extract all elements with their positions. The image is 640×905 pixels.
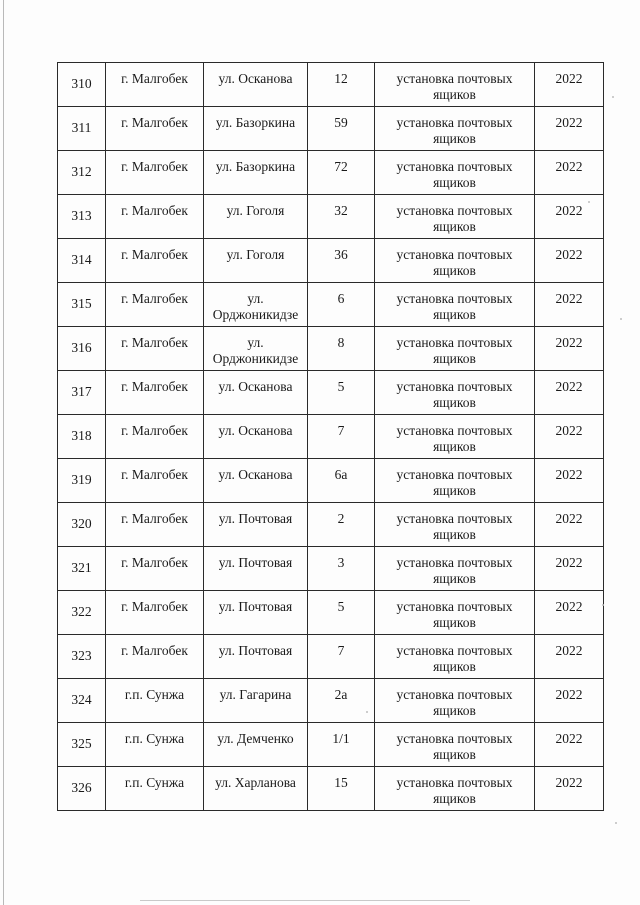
street-cell — [204, 239, 308, 283]
table-row — [58, 723, 604, 767]
city-cell-text: г. Малгобек — [121, 423, 188, 438]
house-number-cell — [308, 723, 375, 767]
house-number-cell — [308, 415, 375, 459]
street-cell-text: ул. Орджоникидзе — [212, 291, 299, 322]
work-type-cell — [375, 415, 535, 459]
street-cell-text: ул. Осканова — [218, 71, 293, 86]
house-number-cell-text: 7 — [337, 643, 345, 658]
table-row — [58, 239, 604, 283]
city-cell-text: г. Малгобек — [121, 71, 188, 86]
street-cell-text: ул. Осканова — [218, 423, 293, 438]
work-type-cell-text: установка почтовых ящиков — [396, 423, 513, 454]
street-cell-text: ул. Орджоникидзе — [212, 335, 299, 366]
year-cell — [535, 459, 604, 503]
city-cell-text: г. Малгобек — [121, 643, 188, 658]
city-cell-text: г. Малгобек — [121, 379, 188, 394]
street-cell — [204, 723, 308, 767]
house-number-cell — [308, 63, 375, 107]
table-row — [58, 547, 604, 591]
table-row — [58, 591, 604, 635]
scan-speck — [602, 604, 604, 606]
house-number-cell-text: 5 — [337, 599, 345, 614]
work-type-cell-text: установка почтовых ящиков — [396, 379, 513, 410]
house-number-cell — [308, 503, 375, 547]
city-cell — [106, 767, 204, 811]
row-number-text: 324 — [71, 692, 92, 707]
city-cell — [106, 679, 204, 723]
street-cell — [204, 283, 308, 327]
house-number-cell-text: 12 — [334, 71, 348, 86]
year-cell-text: 2022 — [555, 599, 583, 614]
work-type-cell — [375, 151, 535, 195]
year-cell — [535, 283, 604, 327]
street-cell — [204, 371, 308, 415]
house-number-cell-text: 7 — [337, 423, 345, 438]
year-cell — [535, 635, 604, 679]
work-type-cell-text: установка почтовых ящиков — [396, 555, 513, 586]
city-cell — [106, 63, 204, 107]
year-cell-text: 2022 — [555, 71, 583, 86]
city-cell-text: г. Малгобек — [121, 291, 188, 306]
city-cell-text: г.п. Сунжа — [124, 731, 185, 746]
street-cell-text: ул. Гоголя — [226, 247, 285, 262]
street-cell-text: ул. Базоркина — [215, 115, 296, 130]
city-cell — [106, 547, 204, 591]
city-cell — [106, 327, 204, 371]
year-cell-text: 2022 — [555, 643, 583, 658]
house-number-cell — [308, 371, 375, 415]
work-type-cell-text: установка почтовых ящиков — [396, 247, 513, 278]
row-number — [58, 679, 106, 723]
city-cell-text: г.п. Сунжа — [124, 775, 185, 790]
work-type-cell — [375, 239, 535, 283]
row-number — [58, 723, 106, 767]
city-cell-text: г. Малгобек — [121, 511, 188, 526]
house-number-cell-text: 5 — [337, 379, 345, 394]
row-number-text: 320 — [71, 516, 92, 531]
city-cell — [106, 635, 204, 679]
year-cell-text: 2022 — [555, 247, 583, 262]
house-number-cell — [308, 195, 375, 239]
street-cell — [204, 415, 308, 459]
city-cell-text: г. Малгобек — [121, 247, 188, 262]
work-type-cell-text: установка почтовых ящиков — [396, 599, 513, 630]
year-cell-text: 2022 — [555, 775, 583, 790]
street-cell — [204, 679, 308, 723]
city-cell — [106, 195, 204, 239]
street-cell — [204, 107, 308, 151]
city-cell — [106, 371, 204, 415]
work-type-cell — [375, 327, 535, 371]
city-cell-text: г. Малгобек — [121, 335, 188, 350]
house-number-cell-text: 59 — [334, 115, 348, 130]
year-cell — [535, 679, 604, 723]
house-number-cell — [308, 547, 375, 591]
row-number-text: 318 — [71, 428, 92, 443]
street-cell-text: ул. Почтовая — [218, 511, 293, 526]
city-cell — [106, 415, 204, 459]
house-number-cell-text: 36 — [334, 247, 348, 262]
row-number-text: 311 — [71, 120, 92, 135]
row-number — [58, 151, 106, 195]
year-cell — [535, 239, 604, 283]
row-number — [58, 415, 106, 459]
row-number — [58, 591, 106, 635]
work-type-cell-text: установка почтовых ящиков — [396, 643, 513, 674]
work-type-cell — [375, 283, 535, 327]
row-number-text: 313 — [71, 208, 92, 223]
house-number-cell-text: 2 — [337, 511, 345, 526]
year-cell-text: 2022 — [555, 203, 583, 218]
city-cell-text: г. Малгобек — [121, 467, 188, 482]
house-number-cell — [308, 591, 375, 635]
house-number-cell — [308, 767, 375, 811]
table-row — [58, 283, 604, 327]
work-type-cell-text: установка почтовых ящиков — [396, 467, 513, 498]
table-row — [58, 327, 604, 371]
work-type-cell — [375, 547, 535, 591]
street-cell — [204, 503, 308, 547]
street-cell-text: ул. Осканова — [218, 467, 293, 482]
row-number — [58, 547, 106, 591]
table-row — [58, 107, 604, 151]
street-cell-text: ул. Гоголя — [226, 203, 285, 218]
house-number-cell-text: 3 — [337, 555, 345, 570]
scan-speck — [612, 96, 614, 98]
scan-artifact-line — [140, 900, 470, 901]
house-number-cell-text: 32 — [334, 203, 348, 218]
row-number — [58, 107, 106, 151]
year-cell-text: 2022 — [555, 511, 583, 526]
work-type-cell-text: установка почтовых ящиков — [396, 115, 513, 146]
scan-speck — [588, 201, 590, 203]
work-type-cell — [375, 635, 535, 679]
year-cell-text: 2022 — [555, 467, 583, 482]
street-cell-text: ул. Базоркина — [215, 159, 296, 174]
row-number — [58, 239, 106, 283]
city-cell-text: г. Малгобек — [121, 555, 188, 570]
work-type-cell-text: установка почтовых ящиков — [396, 335, 513, 366]
row-number — [58, 195, 106, 239]
house-number-cell-text: 6 — [337, 291, 345, 306]
table-row — [58, 415, 604, 459]
street-cell-text: ул. Гагарина — [219, 687, 292, 702]
year-cell — [535, 547, 604, 591]
work-type-cell — [375, 371, 535, 415]
house-number-cell-text: 2а — [334, 687, 348, 702]
row-number-text: 310 — [71, 76, 92, 91]
house-number-cell-text: 8 — [337, 335, 345, 350]
work-type-cell — [375, 767, 535, 811]
street-cell — [204, 151, 308, 195]
house-number-cell-text: 6а — [334, 467, 348, 482]
year-cell — [535, 723, 604, 767]
house-number-cell — [308, 107, 375, 151]
year-cell-text: 2022 — [555, 379, 583, 394]
city-cell — [106, 107, 204, 151]
street-cell — [204, 767, 308, 811]
work-type-cell-text: установка почтовых ящиков — [396, 775, 513, 806]
scan-speck — [366, 711, 368, 713]
row-number — [58, 459, 106, 503]
table-row — [58, 371, 604, 415]
work-type-cell — [375, 195, 535, 239]
city-cell-text: г. Малгобек — [121, 159, 188, 174]
street-cell-text: ул. Почтовая — [218, 555, 293, 570]
city-cell-text: г. Малгобек — [121, 203, 188, 218]
table-row — [58, 767, 604, 811]
row-number-text: 312 — [71, 164, 92, 179]
year-cell — [535, 503, 604, 547]
row-number-text: 315 — [71, 296, 92, 311]
work-type-cell — [375, 591, 535, 635]
street-cell-text: ул. Почтовая — [218, 599, 293, 614]
work-type-cell — [375, 679, 535, 723]
city-cell — [106, 459, 204, 503]
year-cell — [535, 107, 604, 151]
row-number-text: 319 — [71, 472, 92, 487]
row-number-text: 317 — [71, 384, 92, 399]
row-number-text: 323 — [71, 648, 92, 663]
house-number-cell — [308, 635, 375, 679]
row-number-text: 316 — [71, 340, 92, 355]
work-type-cell-text: установка почтовых ящиков — [396, 687, 513, 718]
street-cell-text: ул. Осканова — [218, 379, 293, 394]
row-number — [58, 371, 106, 415]
year-cell-text: 2022 — [555, 687, 583, 702]
house-number-cell — [308, 239, 375, 283]
row-number-text: 326 — [71, 780, 92, 795]
city-cell — [106, 503, 204, 547]
year-cell — [535, 591, 604, 635]
city-cell — [106, 239, 204, 283]
house-number-cell-text: 15 — [334, 775, 348, 790]
city-cell-text: г. Малгобек — [121, 599, 188, 614]
year-cell-text: 2022 — [555, 555, 583, 570]
work-type-cell-text: установка почтовых ящиков — [396, 731, 513, 762]
work-type-cell — [375, 63, 535, 107]
table-row — [58, 151, 604, 195]
house-number-cell — [308, 327, 375, 371]
year-cell — [535, 327, 604, 371]
row-number-text: 321 — [71, 560, 92, 575]
table-row — [58, 635, 604, 679]
house-number-cell-text: 72 — [334, 159, 348, 174]
year-cell-text: 2022 — [555, 291, 583, 306]
scan-speck — [615, 822, 617, 824]
year-cell — [535, 195, 604, 239]
house-number-cell-text: 1/1 — [332, 731, 350, 746]
year-cell-text: 2022 — [555, 335, 583, 350]
year-cell-text: 2022 — [555, 423, 583, 438]
row-number-text: 325 — [71, 736, 92, 751]
street-cell — [204, 635, 308, 679]
work-type-cell-text: установка почтовых ящиков — [396, 291, 513, 322]
street-cell — [204, 327, 308, 371]
city-cell — [106, 151, 204, 195]
house-number-cell — [308, 679, 375, 723]
street-cell-text: ул. Харланова — [215, 775, 296, 790]
row-number — [58, 635, 106, 679]
city-cell-text: г.п. Сунжа — [124, 687, 185, 702]
row-number — [58, 63, 106, 107]
table-row — [58, 63, 604, 107]
year-cell-text: 2022 — [555, 159, 583, 174]
street-cell-text: ул. Почтовая — [218, 643, 293, 658]
city-cell-text: г. Малгобек — [121, 115, 188, 130]
city-cell — [106, 591, 204, 635]
year-cell — [535, 415, 604, 459]
table-row — [58, 195, 604, 239]
year-cell-text: 2022 — [555, 731, 583, 746]
house-number-cell — [308, 283, 375, 327]
records-table — [57, 62, 604, 811]
work-type-cell — [375, 107, 535, 151]
street-cell — [204, 591, 308, 635]
year-cell — [535, 767, 604, 811]
year-cell — [535, 371, 604, 415]
work-type-cell-text: установка почтовых ящиков — [396, 71, 513, 102]
work-type-cell — [375, 503, 535, 547]
row-number — [58, 767, 106, 811]
row-number-text: 314 — [71, 252, 92, 267]
street-cell — [204, 63, 308, 107]
street-cell — [204, 195, 308, 239]
street-cell-text: ул. Демченко — [217, 731, 294, 746]
work-type-cell — [375, 723, 535, 767]
year-cell-text: 2022 — [555, 115, 583, 130]
street-cell — [204, 459, 308, 503]
work-type-cell-text: установка почтовых ящиков — [396, 159, 513, 190]
year-cell — [535, 151, 604, 195]
house-number-cell — [308, 151, 375, 195]
records-table-body — [58, 63, 604, 811]
city-cell — [106, 723, 204, 767]
scan-speck — [620, 318, 622, 320]
row-number — [58, 503, 106, 547]
year-cell — [535, 63, 604, 107]
scan-edge — [3, 0, 4, 905]
work-type-cell-text: установка почтовых ящиков — [396, 511, 513, 542]
street-cell — [204, 547, 308, 591]
row-number — [58, 327, 106, 371]
table-row — [58, 679, 604, 723]
house-number-cell — [308, 459, 375, 503]
table-row — [58, 459, 604, 503]
table-row — [58, 503, 604, 547]
row-number — [58, 283, 106, 327]
work-type-cell-text: установка почтовых ящиков — [396, 203, 513, 234]
work-type-cell — [375, 459, 535, 503]
row-number-text: 322 — [71, 604, 92, 619]
city-cell — [106, 283, 204, 327]
